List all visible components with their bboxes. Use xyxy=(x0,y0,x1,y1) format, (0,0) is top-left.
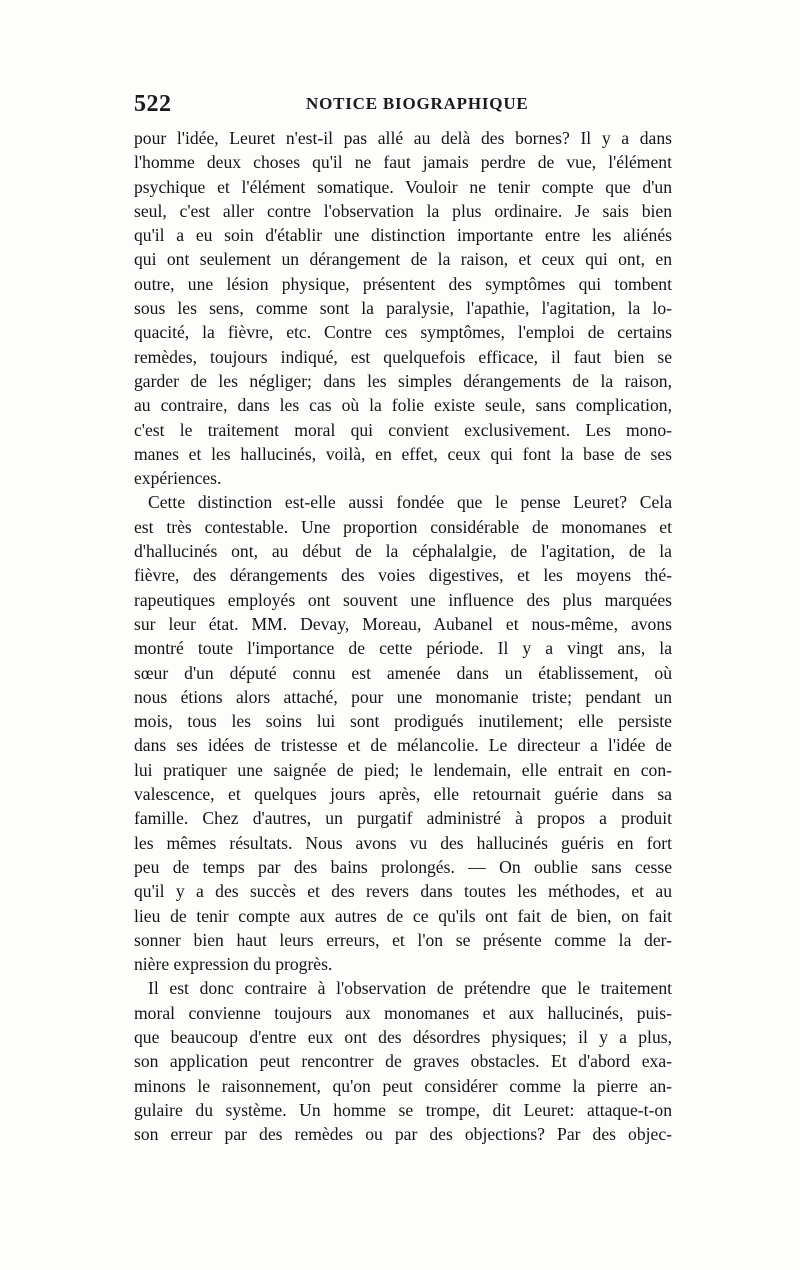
text-line: valescence, et quelques jours après, elle retournait guérie dans sa xyxy=(134,784,672,805)
text-line: montré toute l'importance de cette période. Il y a vingt ans, la xyxy=(134,638,672,659)
text-line: quacité, la fièvre, etc. Contre ces symptômes, l'emploi de certains xyxy=(134,322,672,343)
text-line: qu'il a eu soin d'établir une distinction importante entre les aliénés xyxy=(134,225,672,246)
page-number: 522 xyxy=(134,91,172,117)
text-line: les mêmes résultats. Nous avons vu des hallucinés guéris en fort xyxy=(134,832,672,853)
text-line: minons le raisonnement, qu'on peut considérer comme la pierre an- xyxy=(134,1075,672,1096)
text-line: nous étions alors attaché, pour une monomanie triste; pendant un xyxy=(134,686,672,707)
text-line: au contraire, dans les cas où la folie existe seule, sans complication, xyxy=(134,395,672,416)
text-line: Il est donc contraire à l'observation de prétendre que le traitement xyxy=(148,978,672,999)
text-line: sœur d'un député connu est amenée dans un établissement, où xyxy=(134,662,672,683)
text-line: d'hallucinés ont, au début de la céphalalgie, de l'agitation, de la xyxy=(134,541,672,562)
text-line: qu'il y a des succès et des revers dans toutes les méthodes, et au xyxy=(134,881,672,902)
text-line: outre, une lésion physique, présentent des symptômes qui tombent xyxy=(134,273,672,294)
text-line: lui pratiquer une saignée de pied; le lendemain, elle entrait en con- xyxy=(134,759,672,780)
paragraph xyxy=(134,490,672,976)
paragraph xyxy=(134,976,672,1146)
text-line: manes et les hallucinés, voilà, en effet, ceux qui font la base de ses xyxy=(134,443,672,464)
text-line: psychique et l'élément somatique. Vouloir ne tenir compte que d'un xyxy=(134,176,672,197)
text-line: mois, tous les soins lui sont prodigués inutilement; elle persiste xyxy=(134,711,672,732)
text-line: nière expression du progrès. xyxy=(134,954,333,975)
text-line: son application peut rencontrer de graves obstacles. Et d'abord exa- xyxy=(134,1051,672,1072)
page-body-text xyxy=(134,126,672,1146)
text-line: remèdes, toujours indiqué, est quelquefois efficace, il faut bien se xyxy=(134,346,672,367)
running-title: NOTICE BIOGRAPHIQUE xyxy=(306,94,529,113)
text-line: famille. Chez d'autres, un purgatif administré à propos a produit xyxy=(134,808,672,829)
text-line: l'homme deux choses qu'il ne faut jamais perdre de vue, l'élément xyxy=(134,152,672,173)
text-line: est très contestable. Une proportion considérable de monomanes et xyxy=(134,516,672,537)
text-line: gulaire du système. Un homme se trompe, dit Leuret: attaque-t-on xyxy=(134,1099,672,1120)
text-line: qui ont seulement un dérangement de la raison, et ceux qui ont, en xyxy=(134,249,672,270)
text-line: rapeutiques employés ont souvent une influence des plus marquées xyxy=(134,589,672,610)
text-line: que beaucoup d'entre eux ont des désordres physiques; il y a plus, xyxy=(134,1026,672,1047)
text-line: c'est le traitement moral qui convient exclusivement. Les mono- xyxy=(134,419,672,440)
text-line: moral convienne toujours aux monomanes et aux hallucinés, puis- xyxy=(134,1002,672,1023)
text-line: sous les sens, comme sont la paralysie, l'apathie, l'agitation, la lo- xyxy=(134,298,672,319)
text-line: peu de temps par des bains prolongés. — On oublie sans cesse xyxy=(134,856,672,877)
paragraph xyxy=(134,126,672,490)
text-line: sonner bien haut leurs erreurs, et l'on se présente comme la der- xyxy=(134,929,672,950)
text-line: dans ses idées de tristesse et de mélancolie. Le directeur a l'idée de xyxy=(134,735,672,756)
text-line: fièvre, des dérangements des voies digestives, et les moyens thé- xyxy=(134,565,672,586)
text-line: sur leur état. MM. Devay, Moreau, Aubanel et nous-même, avons xyxy=(134,613,672,634)
text-line: expériences. xyxy=(134,468,222,489)
text-line: lieu de tenir compte aux autres de ce qu'ils ont fait de bien, on fait xyxy=(134,905,672,926)
text-line: garder de les négliger; dans les simples dérangements de la raison, xyxy=(134,370,672,391)
page-header xyxy=(134,91,672,117)
text-line: son erreur par des remèdes ou par des objections? Par des objec- xyxy=(134,1124,672,1145)
text-line: Cette distinction est-elle aussi fondée que le pense Leuret? Cela xyxy=(148,492,672,513)
text-line: seul, c'est aller contre l'observation la plus ordinaire. Je sais bien xyxy=(134,200,672,221)
text-line: pour l'idée, Leuret n'est-il pas allé au delà des bornes? Il y a dans xyxy=(134,128,672,148)
